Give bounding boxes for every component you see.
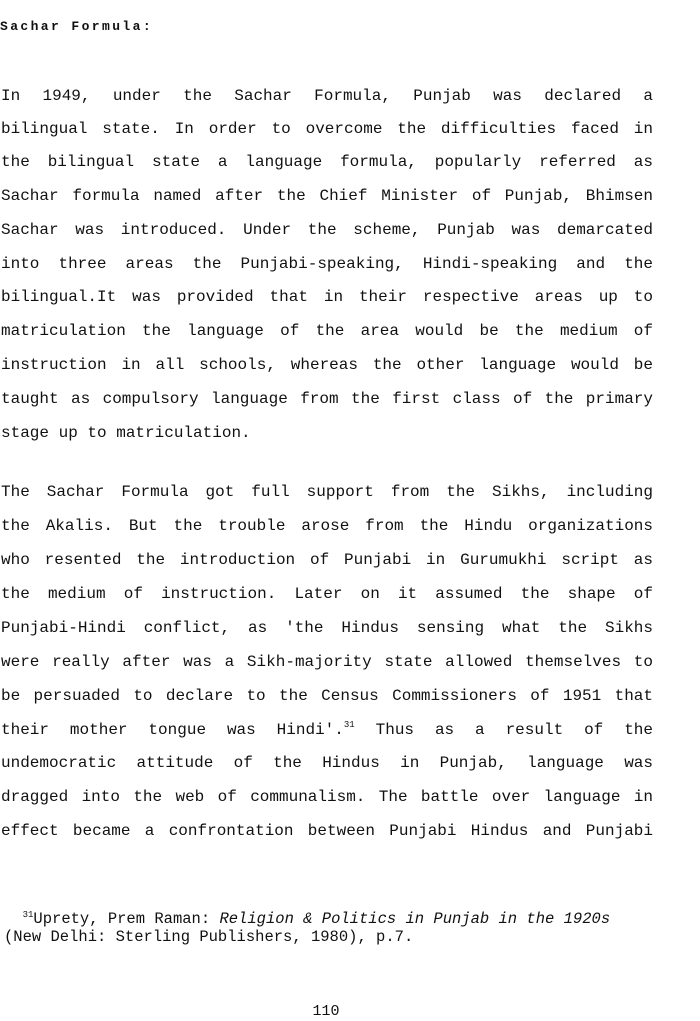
- text-line: Sachar formula named after the Chief Minister of Punjab, Bhimsen: [1, 187, 653, 205]
- text-line: the bilingual state a language formula, popularly referred as: [1, 153, 653, 171]
- footnote-number: 31: [22, 910, 34, 920]
- text-line: Punjabi-Hindi conflict, as 'the Hindus sensing what the Sikhs: [1, 619, 653, 637]
- footnote-reference[interactable]: 31: [343, 720, 355, 730]
- text-line: effect became a confrontation between Punjabi Hindus and Punjabi: [1, 822, 653, 840]
- text-line: the Akalis. But the trouble arose from the Hindu organizations: [1, 517, 653, 535]
- section-heading: Sachar Formula:: [0, 19, 154, 34]
- text-line: Sachar was introduced. Under the scheme, Punjab was demarcated: [1, 221, 653, 239]
- text-line: into three areas the Punjabi-speaking, Hindi-speaking and the: [1, 255, 653, 273]
- text-line: be persuaded to declare to the Census Commissioners of 1951 that: [1, 687, 653, 705]
- text-line: bilingual state. In order to overcome the difficulties faced in: [1, 120, 653, 138]
- text-line: who resented the introduction of Punjabi in Gurumukhi script as: [1, 551, 653, 569]
- text-line: stage up to matriculation.: [1, 424, 251, 442]
- text-line: dragged into the web of communalism. The battle over language in: [1, 788, 653, 806]
- footnote-line-1: [4, 910, 664, 928]
- footnote-author: Uprety, Prem Raman:: [33, 910, 220, 928]
- footnote: [4, 910, 664, 946]
- text-line: bilingual.It was provided that in their respective areas up to: [1, 288, 653, 306]
- text-line: instruction in all schools, whereas the other language would be: [1, 356, 653, 374]
- footnote-publication: (New Delhi: Sterling Publishers, 1980), p.7.: [4, 928, 414, 946]
- page-number: 110: [312, 1003, 340, 1020]
- text-line: taught as compulsory language from the first class of the primary: [1, 390, 653, 408]
- text-line: matriculation the language of the area would be the medium of: [1, 322, 653, 340]
- text-line: undemocratic attitude of the Hindus in Punjab, language was: [1, 754, 653, 772]
- text-line: The Sachar Formula got full support from the Sikhs, including: [1, 483, 653, 501]
- text-line: the medium of instruction. Later on it assumed the shape of: [1, 585, 653, 603]
- text-line: were really after was a Sikh-majority state allowed themselves to: [1, 653, 653, 671]
- text-line: In 1949, under the Sachar Formula, Punjab was declared a: [1, 87, 653, 105]
- footnote-title: Religion & Politics in Punjab in the 1920s: [219, 910, 611, 928]
- text-line-with-footnote-ref: their mother tongue was Hindi'.$^{31}$ Thus as a result of the: [1, 720, 654, 739]
